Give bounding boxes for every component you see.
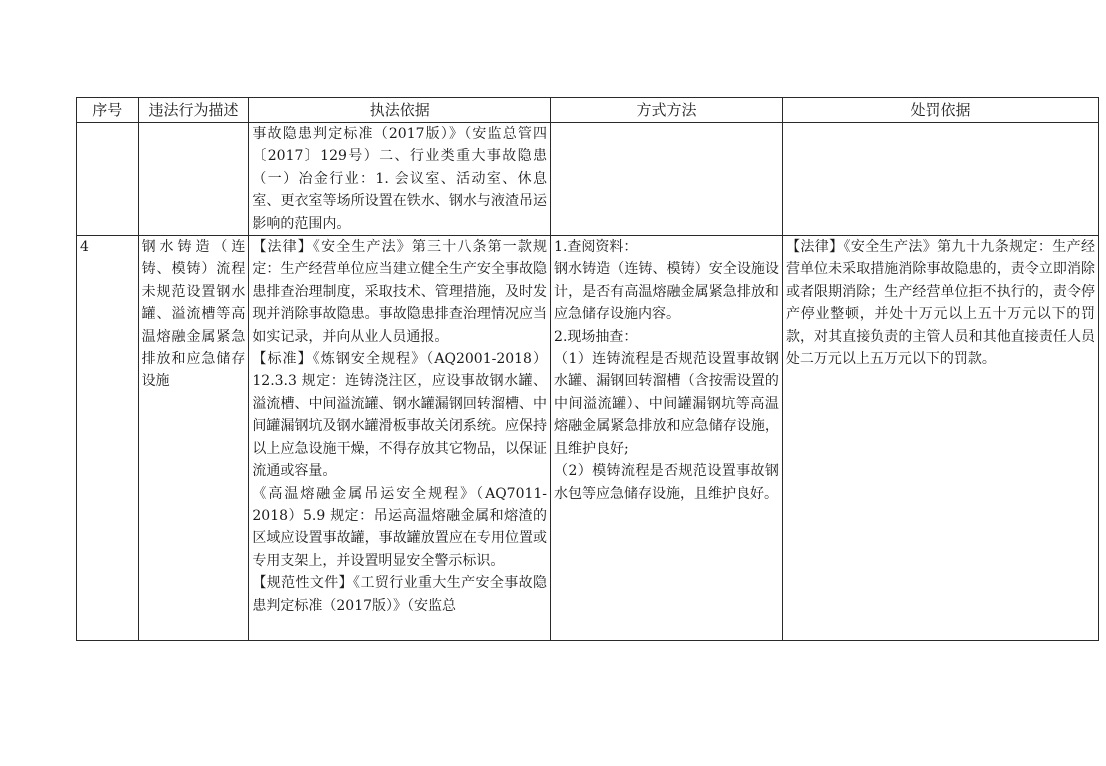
header-behavior: 违法行为描述 xyxy=(138,98,249,123)
basis-paragraph: 事故隐患判定标准（2017版）》（安监总管四〔2017〕129号）二、行业类重大事故隐患（一）冶金行业：1. 会议室、活动室、休息室、更衣室等场所设置在铁水、钢水与液渣吊运影响的范围内。 xyxy=(252,126,548,232)
basis-paragraph: 【标准】《炼钢安全规程》（AQ2001-2018）12.3.3 规定：连铸浇注区，应设事故钢水罐、溢流槽、中间溢流罐、钢水罐漏钢回转溜槽、中间罐漏钢坑及钢水罐滑板事故关闭系统。应保持以上应急设施干燥，不得存放其它物品，以保证流通或容量。 xyxy=(252,351,548,480)
method-paragraph: （1）连铸流程是否规范设置事故钢水罐、漏钢回转溜槽（含按需设置的中间溢流罐）、中间罐漏钢坑等高温熔融金属紧急排放和应急储存设施，且维护良好; xyxy=(554,351,779,457)
table-row xyxy=(77,236,1099,641)
behavior-cell: 钢水铸造（连铸、模铸）流程未规范设置钢水罐、溢流槽等高温熔融金属紧急排放和应急储存设施 xyxy=(138,236,249,641)
method-paragraph: （2）模铸流程是否规范设置事故钢水包等应急储存设施，且维护良好。 xyxy=(554,463,779,502)
basis-paragraph: 【规范性文件】《工贸行业重大生产安全事故隐患判定标准（2017版）》（安监总 xyxy=(252,575,548,614)
method-paragraph: 1.查阅资料： xyxy=(554,239,638,256)
penalty-cell xyxy=(782,123,1098,236)
method-paragraph: 2.现场抽查： xyxy=(554,328,638,345)
seq-cell: 4 xyxy=(77,236,139,641)
penalty-cell: 【法律】《安全生产法》第九十九条规定：生产经营单位未采取措施消除事故隐患的，责令立即消除或者限期消除；生产经营单位拒不执行的，责令停产停业整顿，并处十万元以上五十万元以下的罚款，对其直接负责的主管人员和其他直接责任人员处二万元以上五万元以下的罚款。 xyxy=(782,236,1098,641)
header-method: 方式方法 xyxy=(551,98,783,123)
method-cell xyxy=(551,236,783,641)
method-cell xyxy=(551,123,783,236)
table-header xyxy=(77,98,1099,123)
seq-cell xyxy=(77,123,139,236)
header-penalty: 处罚依据 xyxy=(782,98,1098,123)
header-row xyxy=(77,98,1099,123)
basis-paragraph: 【法律】《安全生产法》第三十八条第一款规定：生产经营单位应当建立健全生产安全事故隐患排查治理制度，采取技术、管理措施，及时发现并消除事故隐患。事故隐患排查治理情况应当如实记录，并向从业人员通报。 xyxy=(252,239,548,345)
table-body xyxy=(77,123,1099,641)
basis-paragraph: 《高温熔融金属吊运安全规程》（AQ7011-2018）5.9 规定：吊运高温熔融金属和熔渣的区域应设置事故罐，事故罐放置应在专用位置或专用支架上，并设置明显安全警示标识。 xyxy=(252,485,548,569)
enforcement-table xyxy=(76,97,1099,641)
table-row xyxy=(77,123,1099,236)
header-basis: 执法依据 xyxy=(249,98,551,123)
method-paragraph: 钢水铸造（连铸、模铸）安全设施设计，是否有高温熔融金属紧急排放和应急储存设施内容。 xyxy=(554,261,779,323)
behavior-cell xyxy=(138,123,249,236)
basis-cell xyxy=(249,123,551,236)
basis-cell xyxy=(249,236,551,641)
header-seq: 序号 xyxy=(77,98,139,123)
